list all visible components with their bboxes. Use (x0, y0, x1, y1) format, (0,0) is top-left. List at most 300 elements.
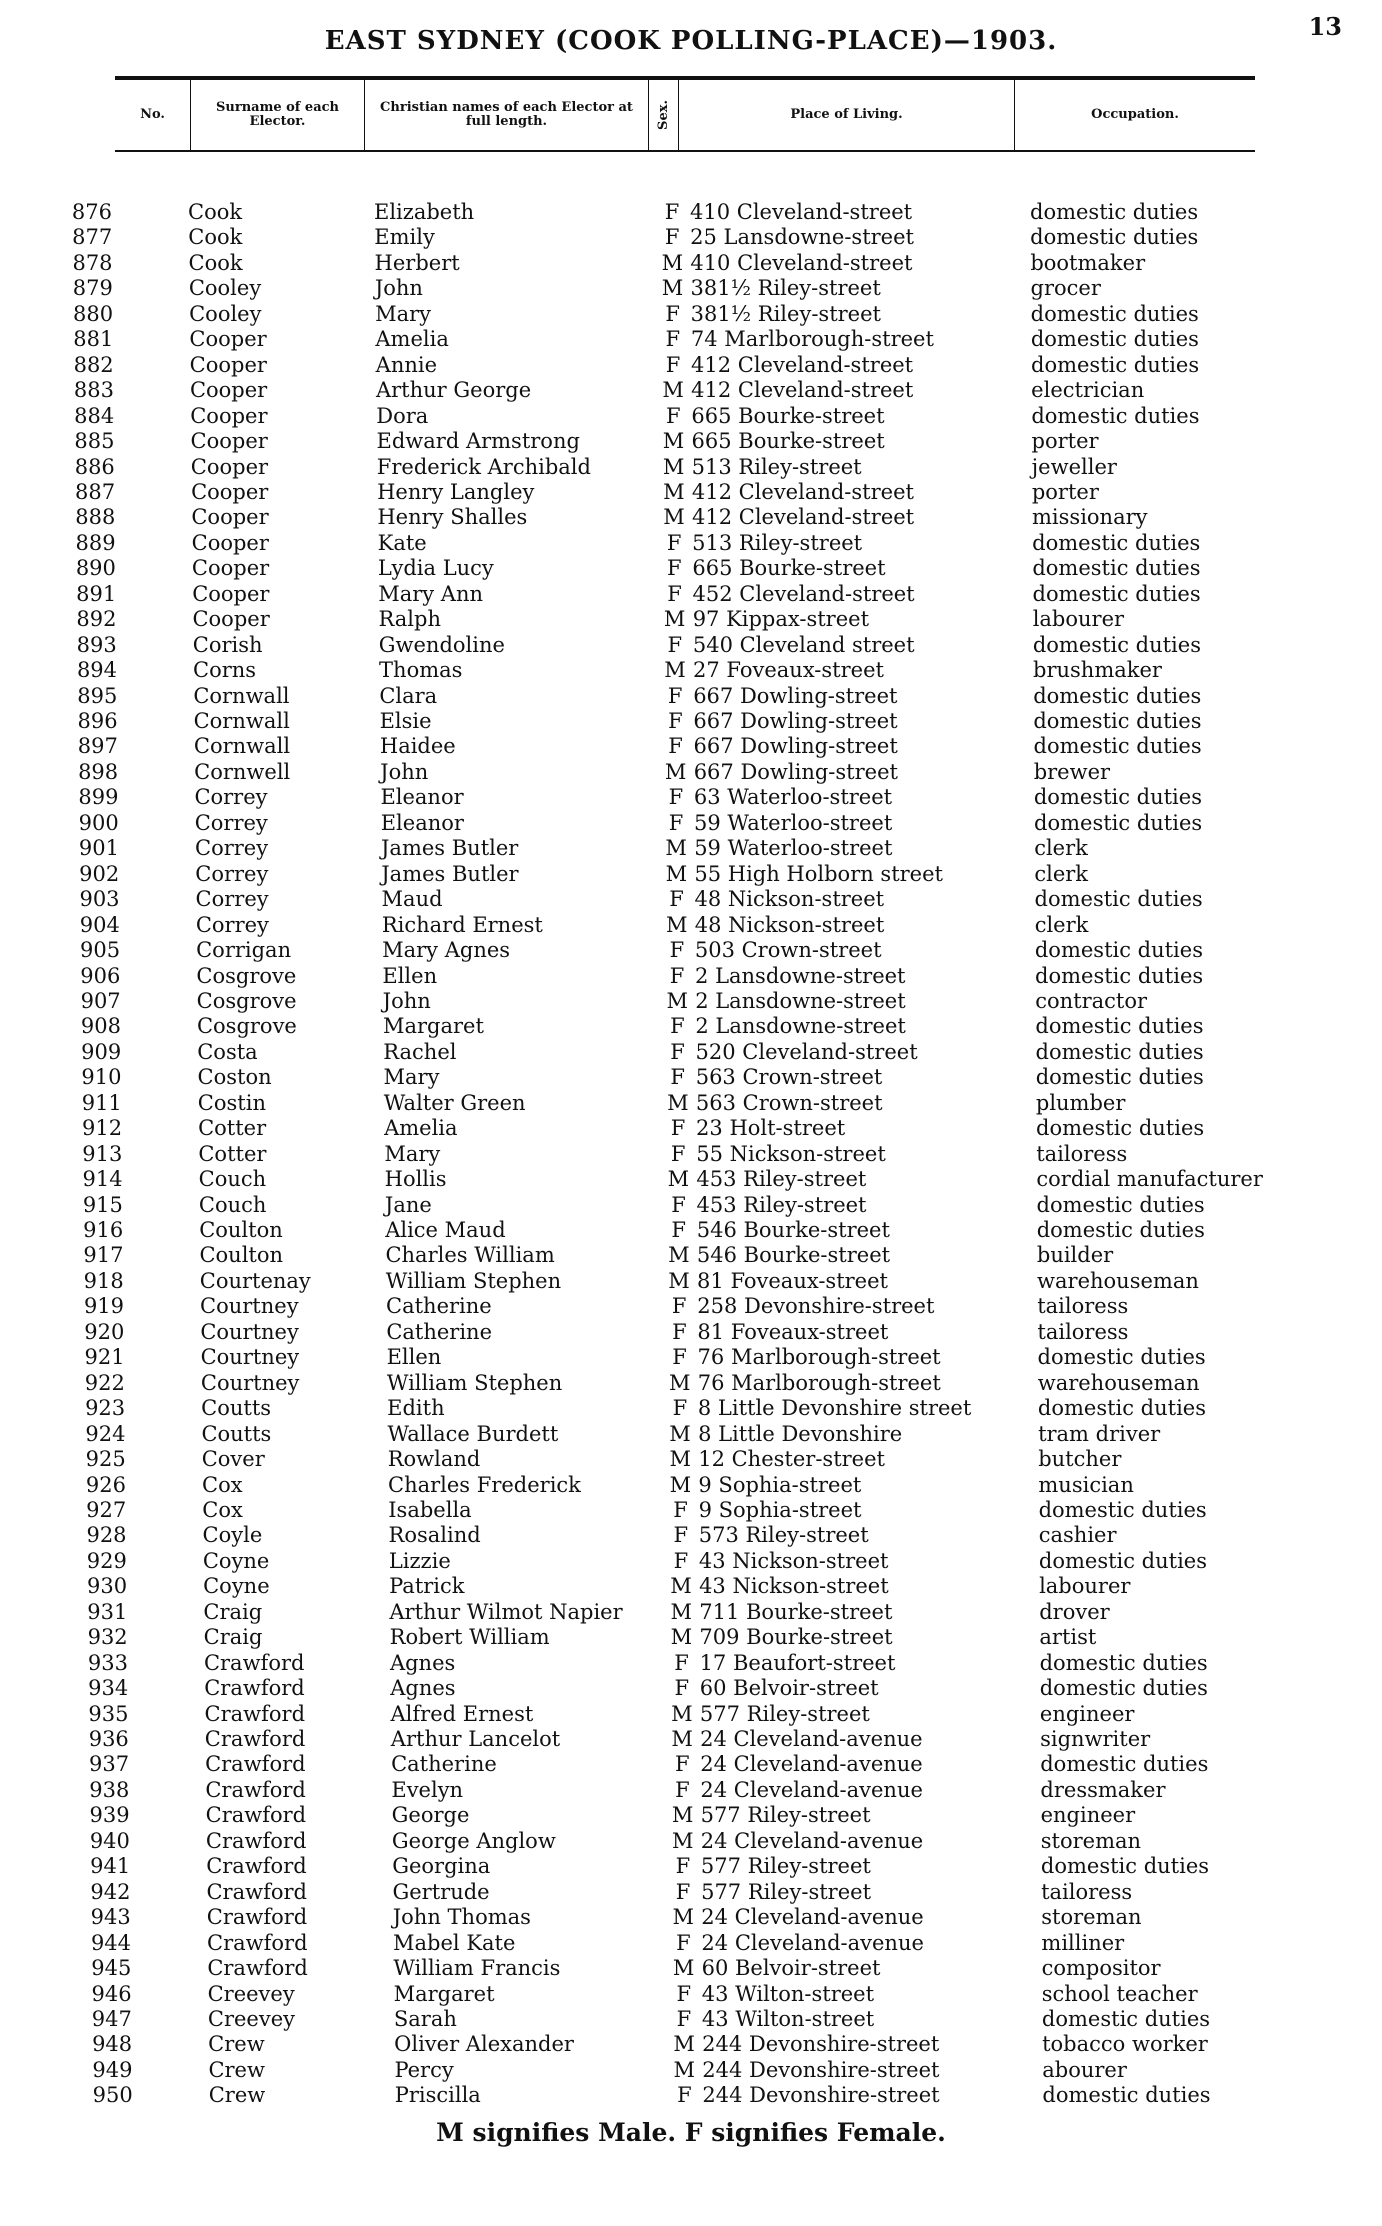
elector-sex: F (671, 1294, 687, 1319)
table-row (0, 1702, 1382, 1727)
elector-christian-names: Charles William (385, 1243, 555, 1268)
elector-surname: Cooley (188, 276, 262, 301)
elector-sex: F (666, 530, 682, 555)
elector-sex: F (675, 1854, 691, 1879)
table-row (0, 887, 1382, 912)
elector-place: 74 Marlborough-street (690, 327, 934, 352)
elector-surname: Coulton (199, 1243, 284, 1268)
elector-christian-names: Mary Agnes (382, 938, 511, 963)
table-row (0, 1778, 1382, 1803)
elector-surname: Cornwell (194, 759, 291, 784)
table-row (0, 582, 1382, 607)
elector-number: 887 (74, 479, 116, 504)
elector-place: 2 Lansdowne-street (695, 963, 906, 988)
elector-number: 900 (78, 810, 119, 835)
elector-sex: F (672, 1396, 688, 1421)
header-occupation: Occupation. (1091, 107, 1179, 122)
elector-occupation: storeman (1040, 1828, 1142, 1853)
elector-number: 904 (79, 912, 120, 937)
elector-christian-names: Ralph (378, 607, 441, 632)
elector-place: 2 Lansdowne-street (695, 988, 906, 1013)
elector-place: 665 Bourke-street (691, 429, 885, 454)
table-row (0, 1473, 1382, 1498)
elector-number: 882 (73, 352, 114, 377)
elector-number: 920 (84, 1319, 125, 1344)
elector-surname: Coulton (199, 1218, 283, 1242)
elector-sex: F (665, 327, 681, 352)
elector-surname: Coutts (201, 1421, 272, 1446)
elector-number: 894 (76, 658, 118, 683)
elector-christian-names: Isabella (388, 1497, 472, 1522)
elector-occupation: dressmaker (1040, 1777, 1166, 1802)
elector-place: 24 Cleveland-avenue (701, 1930, 924, 1955)
page-number: 13 (1308, 12, 1342, 41)
elector-occupation: builder (1036, 1243, 1114, 1268)
elector-surname: Courtney (200, 1370, 300, 1395)
elector-surname: Creevey (207, 1981, 295, 2006)
elector-occupation: domestic duties (1032, 556, 1201, 581)
elector-place: 410 Cleveland-street (690, 200, 913, 224)
elector-sex: M (662, 378, 684, 403)
elector-number: 901 (78, 836, 119, 861)
elector-surname: Crawford (205, 1777, 306, 1802)
elector-sex: F (672, 1319, 687, 1344)
elector-place: 577 Riley-street (699, 1701, 870, 1726)
elector-christian-names: Edward Armstrong (376, 429, 580, 454)
elector-place: 381½ Riley-street (690, 276, 881, 301)
elector-place: 63 Waterloo-street (693, 785, 893, 810)
elector-sex: F (673, 1523, 689, 1548)
elector-occupation: grocer (1030, 276, 1101, 301)
table-row (0, 607, 1382, 632)
elector-sex: F (668, 734, 683, 759)
elector-surname: Cooper (191, 505, 269, 530)
elector-sex: F (670, 1014, 685, 1039)
elector-sex: F (665, 352, 681, 377)
elector-occupation: tailoress (1037, 1294, 1129, 1319)
elector-number: 929 (86, 1548, 127, 1573)
elector-occupation: domestic duties (1037, 1345, 1206, 1370)
elector-christian-names: Arthur George (375, 378, 532, 403)
table-row (0, 404, 1382, 429)
elector-christian-names: John (380, 759, 429, 784)
elector-sex: F (670, 1039, 685, 1064)
elector-sex: F (676, 1981, 692, 2006)
table-row (0, 1625, 1382, 1650)
elector-surname: Cooper (189, 327, 267, 352)
elector-surname: Crawford (205, 1828, 307, 1853)
elector-surname: Cooper (192, 607, 270, 632)
elector-occupation: brushmaker (1033, 658, 1162, 683)
elector-number: 895 (77, 683, 118, 708)
elector-place: 8 Little Devonshire (698, 1421, 903, 1446)
elector-christian-names: Kate (377, 530, 427, 555)
table-row (0, 2007, 1382, 2032)
elector-place: 513 Riley-street (691, 454, 862, 479)
table-row (0, 836, 1382, 861)
elector-christian-names: James Butler (381, 836, 519, 861)
elector-place: 43 Nickson-street (699, 1574, 889, 1599)
elector-occupation: domestic duties (1040, 1854, 1210, 1879)
elector-christian-names: Arthur Lancelot (390, 1727, 561, 1751)
table-row (0, 2032, 1382, 2057)
elector-christian-names: John Thomas (392, 1905, 531, 1930)
table-row (0, 964, 1382, 989)
elector-surname: Cooley (189, 301, 262, 326)
elector-christian-names: Catherine (386, 1319, 492, 1344)
elector-place: 24 Cleveland-avenue (701, 1905, 924, 1930)
elector-number: 888 (75, 505, 116, 530)
elector-christian-names: Margaret (393, 1981, 495, 2006)
elector-surname: Correy (195, 861, 269, 886)
elector-occupation: plumber (1035, 1090, 1126, 1115)
table-row (0, 1193, 1382, 1218)
elector-number: 939 (89, 1803, 130, 1828)
elector-christian-names: Mary (375, 301, 432, 326)
elector-number: 938 (89, 1777, 130, 1802)
elector-christian-names: Gwendoline (378, 632, 505, 657)
elector-christian-names: Alfred Ernest (390, 1701, 534, 1726)
elector-place: 59 Waterloo-street (694, 836, 893, 861)
elector-surname: Craig (203, 1625, 263, 1650)
elector-sex: M (662, 429, 685, 454)
elector-number: 915 (82, 1192, 123, 1217)
elector-occupation: domestic duties (1031, 352, 1200, 377)
elector-surname: Crawford (204, 1676, 305, 1701)
elector-place: 60 Belvoir-street (701, 1956, 881, 1981)
elector-place: 43 Wilton-street (701, 1981, 875, 2006)
elector-occupation: brewer (1033, 759, 1111, 784)
elector-occupation: domestic duties (1033, 785, 1202, 810)
elector-sex: F (676, 2006, 692, 2031)
table-row (0, 1651, 1382, 1676)
elector-number: 886 (74, 454, 115, 479)
elector-number: 947 (91, 2006, 132, 2031)
table-row (0, 938, 1382, 963)
elector-surname: Creevey (207, 2006, 295, 2031)
elector-surname: Crawford (206, 1854, 307, 1879)
elector-sex: M (671, 1701, 693, 1726)
elector-sex: M (669, 1421, 691, 1446)
elector-surname: Cooper (190, 403, 268, 428)
elector-surname: Correy (194, 785, 268, 810)
elector-number: 950 (92, 2083, 133, 2108)
elector-sex: M (665, 836, 687, 861)
table-row (0, 1345, 1382, 1370)
table-row (0, 1218, 1382, 1243)
elector-place: 2 Lansdowne-street (695, 1014, 906, 1039)
elector-christian-names: Ellen (386, 1345, 442, 1370)
elector-sex: F (668, 709, 683, 733)
table-row (0, 1142, 1382, 1167)
elector-number: 927 (86, 1497, 127, 1522)
table-row (0, 251, 1382, 276)
elector-christian-names: Clara (379, 683, 438, 708)
elector-place: 453 Riley-street (696, 1192, 867, 1217)
elector-place: 412 Cleveland-street (691, 479, 914, 504)
elector-number: 879 (72, 276, 113, 301)
elector-place: 412 Cleveland-street (692, 505, 915, 530)
elector-place: 577 Riley-street (700, 1803, 871, 1828)
elector-place: 546 Bourke-street (696, 1243, 891, 1268)
elector-sex: M (664, 759, 687, 784)
elector-occupation: domestic duties (1030, 225, 1199, 250)
elector-sex: F (670, 1116, 686, 1141)
table-row (0, 276, 1382, 301)
elector-number: 923 (85, 1396, 126, 1421)
elector-place: 520 Cleveland-street (695, 1039, 918, 1064)
elector-place: 25 Lansdowne-street (690, 225, 914, 250)
table-row (0, 1956, 1382, 1981)
elector-number: 922 (84, 1370, 125, 1395)
elector-place: 709 Bourke-street (699, 1625, 893, 1650)
elector-sex: F (667, 556, 682, 581)
elector-place: 381½ Riley-street (690, 301, 881, 326)
elector-occupation: domestic duties (1037, 1396, 1207, 1421)
elector-place: 667 Dowling-street (693, 734, 898, 759)
elector-place: 55 Nickson-street (696, 1141, 886, 1166)
elector-surname: Cosgrove (196, 988, 297, 1013)
elector-number: 881 (73, 327, 114, 352)
elector-place: 27 Foveaux-street (693, 658, 884, 683)
elector-number: 902 (79, 861, 120, 886)
elector-number: 917 (83, 1243, 124, 1268)
table-row (0, 1371, 1382, 1396)
elector-number: 907 (80, 988, 121, 1013)
elector-number: 934 (88, 1676, 129, 1701)
table-row (0, 862, 1382, 887)
elector-surname: Cook (188, 250, 243, 275)
elector-number: 903 (79, 887, 120, 912)
elector-surname: Cooper (191, 530, 269, 555)
table-row (0, 1294, 1382, 1319)
elector-sex: M (662, 454, 685, 479)
elector-sex: M (661, 250, 684, 275)
elector-place: 453 Riley-street (696, 1167, 867, 1192)
elector-sex: F (671, 1192, 686, 1217)
elector-surname: Crawford (205, 1803, 307, 1828)
table-row (0, 2083, 1382, 2108)
elector-surname: Correy (194, 810, 268, 835)
elector-number: 898 (78, 759, 119, 784)
table-row (0, 1320, 1382, 1345)
elector-surname: Corns (193, 658, 257, 683)
elector-sex: M (670, 1625, 693, 1650)
header-surname: Surname of each Elector. (191, 80, 365, 150)
elector-number: 930 (87, 1574, 128, 1599)
elector-christian-names: James Butler (381, 861, 519, 886)
elector-surname: Crew (208, 2057, 265, 2082)
elector-place: 546 Bourke-street (696, 1218, 890, 1242)
elector-sex: F (675, 1777, 690, 1802)
elector-christian-names: Annie (375, 352, 438, 377)
elector-occupation: domestic duties (1032, 581, 1201, 606)
elector-place: 76 Marlborough-street (697, 1370, 941, 1395)
elector-place: 412 Cleveland-street (691, 352, 914, 377)
elector-number: 946 (91, 1981, 132, 2006)
elector-sex: M (671, 1803, 694, 1828)
elector-surname: Craig (203, 1599, 263, 1624)
elector-christian-names: John (374, 276, 423, 301)
elector-christian-names: Maud (381, 887, 443, 912)
elector-occupation: artist (1039, 1625, 1097, 1650)
elector-number: 896 (77, 709, 118, 733)
elector-sex: F (665, 301, 680, 326)
elector-place: 513 Riley-street (692, 530, 863, 555)
elector-christian-names: Agnes (389, 1650, 456, 1675)
elector-christian-names: Mary (383, 1065, 440, 1090)
elector-sex: F (670, 1141, 686, 1166)
elector-occupation: missionary (1032, 505, 1148, 530)
table-row (0, 633, 1382, 658)
elector-surname: Courtenay (199, 1268, 311, 1293)
elector-christian-names: Eleanor (380, 810, 464, 835)
elector-occupation: engineer (1040, 1803, 1136, 1828)
elector-place: 244 Devonshire-street (702, 2032, 940, 2057)
table-row (0, 658, 1382, 683)
elector-place: 55 High Holborn street (694, 861, 943, 886)
elector-christian-names: Henry Shalles (377, 505, 528, 530)
elector-occupation: domestic duties (1035, 1039, 1204, 1064)
elector-place: 667 Dowling-street (693, 683, 898, 708)
table-row (0, 1905, 1382, 1930)
elector-surname: Coyne (203, 1574, 270, 1599)
table-row (0, 1091, 1382, 1116)
elector-surname: Cox (202, 1497, 243, 1522)
elector-number: 945 (91, 1956, 132, 1981)
elector-sex: M (671, 1727, 693, 1751)
elector-number: 931 (87, 1599, 128, 1624)
elector-surname: Crew (208, 2083, 266, 2108)
elector-occupation: bootmaker (1030, 250, 1146, 275)
table-row (0, 1065, 1382, 1090)
elector-christian-names: Percy (394, 2057, 454, 2082)
table-row (0, 1422, 1382, 1447)
header-number: No. (115, 80, 191, 150)
elector-occupation: porter (1031, 429, 1099, 454)
elector-surname: Coyne (202, 1548, 270, 1573)
elector-occupation: domestic duties (1030, 327, 1199, 352)
elector-christian-names: George (391, 1803, 470, 1828)
table-header (115, 76, 1255, 152)
elector-sex: F (664, 225, 680, 250)
elector-number: 878 (72, 250, 113, 275)
elector-christian-names: Mary Ann (378, 581, 484, 606)
elector-occupation: tailoress (1041, 1879, 1133, 1904)
table-row (0, 1600, 1382, 1625)
elector-place: 244 Devonshire-street (702, 2057, 940, 2082)
table-row (0, 1523, 1382, 1548)
elector-sex: F (670, 1065, 685, 1090)
elector-occupation: compositor (1041, 1956, 1161, 1981)
elector-occupation: clerk (1034, 861, 1089, 886)
elector-number: 897 (77, 734, 118, 759)
elector-number: 899 (78, 785, 119, 810)
elector-place: 577 Riley-street (700, 1854, 871, 1879)
elector-christian-names: Alice Maud (385, 1218, 506, 1242)
elector-occupation: signwriter (1040, 1727, 1151, 1751)
elector-occupation: tailoress (1037, 1319, 1129, 1344)
elector-place: 563 Crown-street (695, 1065, 883, 1090)
elector-sex: M (663, 607, 686, 632)
elector-place: 9 Sophia-street (698, 1497, 862, 1522)
elector-occupation: domestic duties (1038, 1497, 1207, 1522)
elector-occupation: domestic duties (1030, 301, 1199, 326)
elector-place: 667 Dowling-street (693, 759, 898, 784)
elector-surname: Cosgrove (196, 1014, 297, 1039)
elector-surname: Crawford (203, 1650, 305, 1675)
elector-occupation: domestic duties (1034, 938, 1203, 963)
elector-occupation: domestic duties (1036, 1192, 1205, 1217)
elector-surname: Crawford (205, 1752, 306, 1777)
elector-occupation: porter (1031, 479, 1099, 504)
elector-number: 911 (81, 1090, 122, 1115)
elector-occupation: milliner (1041, 1930, 1125, 1955)
elector-occupation: domestic duties (1032, 632, 1201, 657)
table-row (0, 760, 1382, 785)
table-row (0, 225, 1382, 250)
elector-surname: Crawford (207, 1930, 308, 1955)
elector-place: 665 Bourke-street (692, 556, 886, 581)
elector-surname: Corrigan (196, 938, 292, 963)
elector-number: 928 (86, 1523, 127, 1548)
table-row (0, 989, 1382, 1014)
elector-place: 9 Sophia-street (698, 1472, 862, 1497)
elector-number: 944 (90, 1930, 132, 1955)
elector-number: 919 (83, 1294, 125, 1319)
elector-occupation: domestic duties (1036, 1218, 1205, 1242)
table-row (0, 1574, 1382, 1599)
elector-number: 893 (76, 632, 117, 657)
elector-occupation: domestic duties (1033, 709, 1202, 733)
elector-occupation: domestic duties (1034, 810, 1203, 835)
elector-place: 81 Foveaux-street (697, 1319, 889, 1344)
elector-surname: Crawford (204, 1701, 306, 1726)
elector-surname: Crawford (206, 1905, 308, 1930)
elector-surname: Crawford (207, 1956, 308, 1981)
table-row (0, 1040, 1382, 1065)
table-row (0, 327, 1382, 352)
elector-number: 940 (89, 1828, 130, 1853)
elector-surname: Costa (197, 1039, 258, 1064)
elector-sex: F (669, 938, 685, 963)
elector-occupation: domestic duties (1033, 683, 1202, 708)
elector-christian-names: John (382, 988, 431, 1013)
elector-surname: Cooper (192, 581, 270, 606)
table-row (0, 1676, 1382, 1701)
elector-number: 913 (82, 1141, 123, 1166)
elector-surname: Courtney (200, 1294, 299, 1319)
elector-christian-names: Rosalind (388, 1523, 481, 1548)
elector-occupation: domestic duties (1034, 887, 1203, 912)
elector-sex: F (675, 1879, 691, 1904)
elector-number: 926 (85, 1472, 126, 1497)
table-row (0, 505, 1382, 530)
elector-surname: Coyle (202, 1523, 263, 1548)
elector-number: 889 (75, 530, 116, 555)
elector-christian-names: Amelia (375, 327, 449, 352)
elector-surname: Cooper (191, 479, 269, 504)
elector-number: 912 (81, 1116, 123, 1141)
elector-place: 24 Cleveland-avenue (700, 1828, 924, 1853)
elector-surname: Coston (197, 1065, 272, 1090)
elector-place: 59 Waterloo-street (694, 810, 893, 835)
elector-place: 48 Nickson-street (694, 912, 885, 937)
elector-christian-names: Richard Ernest (381, 912, 543, 937)
elector-surname: Courtney (200, 1319, 299, 1344)
elector-christian-names: Georgina (392, 1854, 491, 1879)
elector-occupation: tram driver (1038, 1421, 1161, 1446)
